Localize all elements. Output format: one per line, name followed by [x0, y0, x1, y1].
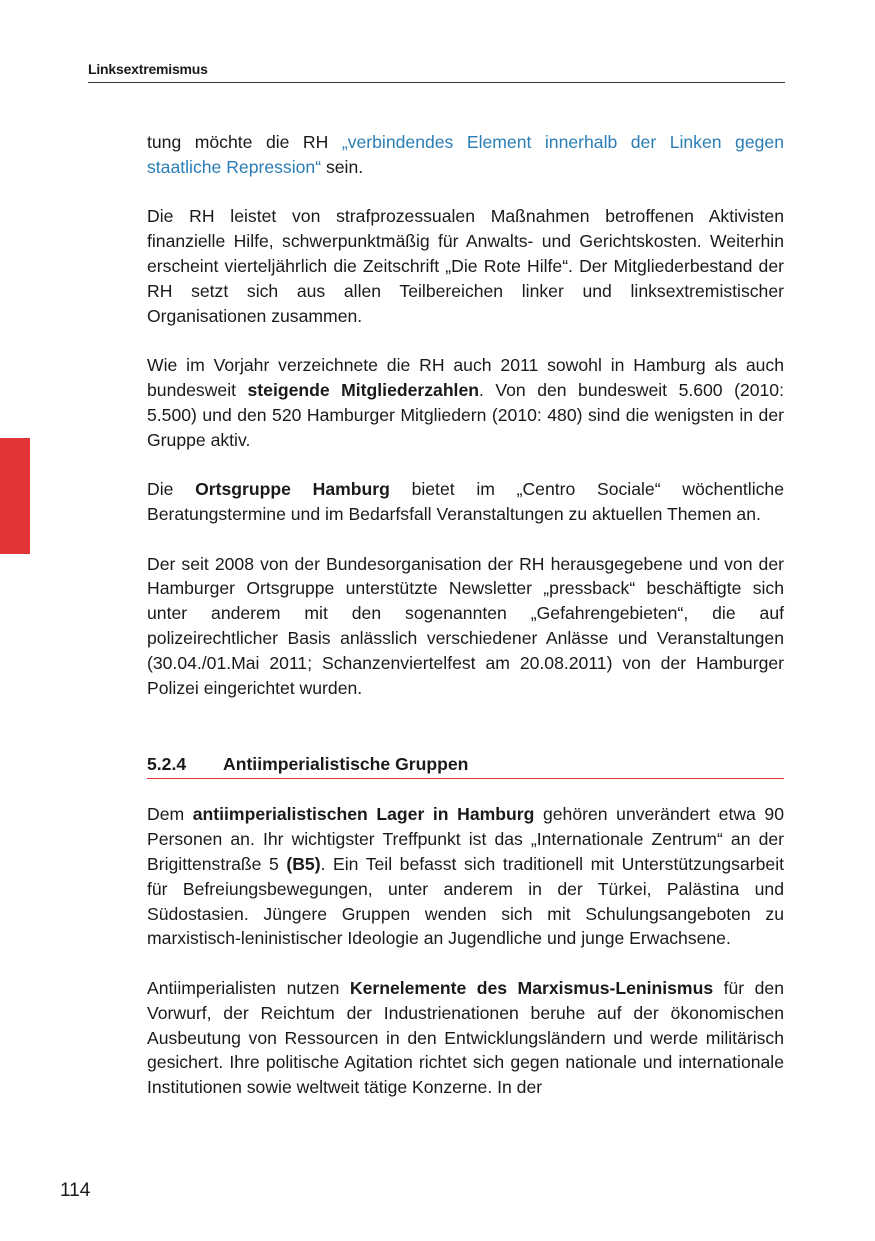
- section-title: Antiimperialistische Gruppen: [223, 754, 469, 775]
- section-number: 5.2.4: [147, 754, 187, 775]
- running-header: Linksextremismus: [88, 60, 785, 83]
- paragraph-7-end: für den Vorwurf, der Reichtum der Industrienationen beruhe auf der ökonomischen Ausbeutung von Ressourcen in den Entwicklungsländern und werde militärisch gesichert. Ihre politische Agitation richtet sich gegen nationale und internationale Institutionen sowie weltweit tätige Konzerne. In der: [147, 977, 784, 1098]
- paragraph-6-bold-1: antiimperialistischen Lager in Hamburg: [192, 804, 535, 825]
- paragraph-1: [147, 130, 784, 180]
- paragraph-3-start: Wie im Vorjahr verzeichnete die RH auch 2011 sowohl in Hamburg als auch bundesweit: [147, 355, 784, 400]
- chapter-color-tab: [0, 438, 30, 554]
- paragraph-6: [147, 802, 784, 951]
- paragraph-7-start: Antiimperialisten nutzen: [147, 977, 350, 998]
- paragraph-2: Die RH leistet von strafprozessualen Maßnahmen betroffenen Aktivisten finanzielle Hilfe, schwerpunktmäßig für Anwalts- und Gerichtskosten. Weiterhin erscheint vierteljährlich die Zeitschrift „Die Rote Hilfe“. Der Mitgliederbestand der RH setzt sich aus allen Teilbereichen linker und linksextremistischer Organisationen zusammen.: [147, 206, 784, 326]
- paragraph-7-bold: Kernelemente des Marxismus-Leninismus: [349, 977, 714, 998]
- page-number: 114: [60, 1180, 91, 1201]
- paragraph-6-bold-2: (B5): [286, 853, 321, 874]
- paragraph-7: [147, 976, 784, 1100]
- paragraph-5: Der seit 2008 von der Bundesorganisation der RH herausgegebene und von der Hamburger Ortsgruppe unterstützte Newsletter „pressback“ beschäftigte sich unter anderem mit den sogenannten „Gefahrengebieten“, die auf polizeirechtlicher Basis anlässlich verschiedener Anlässe und Veranstaltungen (30.04./01.Mai 2011; Schanzenviertelfest am 20.08.2011) von der Hamburger Polizei eingerichtet wurden.: [147, 553, 784, 698]
- main-content: [147, 130, 784, 1100]
- paragraph-3: [147, 353, 784, 452]
- quote-link-text: „verbindendes Element innerhalb der Linken gegen staatliche Repression“: [147, 132, 784, 177]
- paragraph-1-end: sein.: [321, 156, 364, 177]
- paragraph-4-end: bietet im „Centro Sociale“ wöchentliche Beratungstermine und im Bedarfsfall Veranstaltungen zu aktuellen Themen an.: [147, 479, 784, 524]
- paragraph-6-start: Dem: [147, 804, 193, 825]
- paragraph-3-end: . Von den bundesweit 5.600 (2010: 5.500) und den 520 Hamburger Mitgliedern (2010: 480) sind die wenigsten in der Gruppe aktiv.: [147, 379, 784, 450]
- paragraph-4: [147, 477, 784, 527]
- paragraph-6-end: . Ein Teil befasst sich traditionell mit Unterstützungsarbeit für Befreiungsbewegungen, unter anderem in der Türkei, Palästina und Südostasien. Jüngere Gruppen wenden sich mit Schulungsangeboten zu marxistisch-leninistischer Ideologie an Jugendliche und junge Erwachsene.: [147, 853, 784, 949]
- paragraph-4-bold: Ortsgruppe Hamburg: [195, 479, 390, 500]
- paragraph-3-bold: steigende Mitgliederzahlen: [247, 379, 479, 400]
- paragraph-6-mid: gehören unverändert etwa 90 Personen an. Ihr wichtigster Treffpunkt ist das „Internationale Zentrum“ an der Brigittenstraße 5: [147, 804, 784, 874]
- paragraph-4-start: Die: [147, 479, 196, 500]
- paragraph-1-start: tung möchte die RH: [147, 132, 342, 152]
- section-heading: [147, 752, 784, 779]
